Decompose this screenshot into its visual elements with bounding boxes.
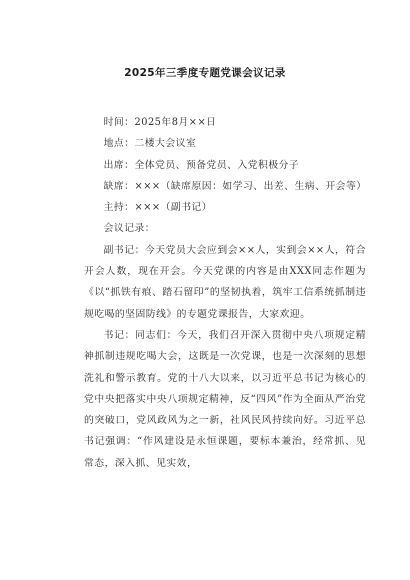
meeting-time: 时间：2025年8月××日 bbox=[103, 117, 217, 128]
document-title: 2025年三季度专题党课会议记录 bbox=[124, 67, 286, 79]
meeting-host: 主持：×××（副书记） bbox=[103, 202, 213, 214]
document-body bbox=[84, 112, 366, 474]
meeting-place: 地点：二楼大会议室 bbox=[103, 138, 197, 150]
meeting-attendees: 出席：全体党员、预备党员、入党积极分子 bbox=[103, 159, 300, 171]
record-label: 会议记录： bbox=[103, 223, 156, 235]
record-paragraph: 副书记：今天党员大会应到会××人，实到会××人，符合开会人数，现在开会。今天党课的内容是由XXX同志作题为《以“抓铁有痕、踏石留印”的坚韧执着，筑牢工信系统抓制违规吃喝的坚固防线》的专题党课报告，大家欢迎。 bbox=[84, 244, 366, 320]
record-paragraph: 书记：同志们：今天，我们召开深入贯彻中央八项规定精神抓制违规吃喝大会，这既是一次党课，也是一次深刻的思想洗礼和警示教育。党的十八大以来，以习近平总书记为核心的党中央把落实中央八项规定精神，反“四风”作为全面从严治党的突破口，党风政风为之一新，社风民风持续向好。习近平总书记强调：“作风建设是永恒课题，要标本兼治，经常抓、见常态，深入抓、见实效， bbox=[84, 329, 366, 469]
meeting-absent: 缺席：×××（缺席原因：如学习、出差、生病、开会等） bbox=[103, 180, 367, 192]
